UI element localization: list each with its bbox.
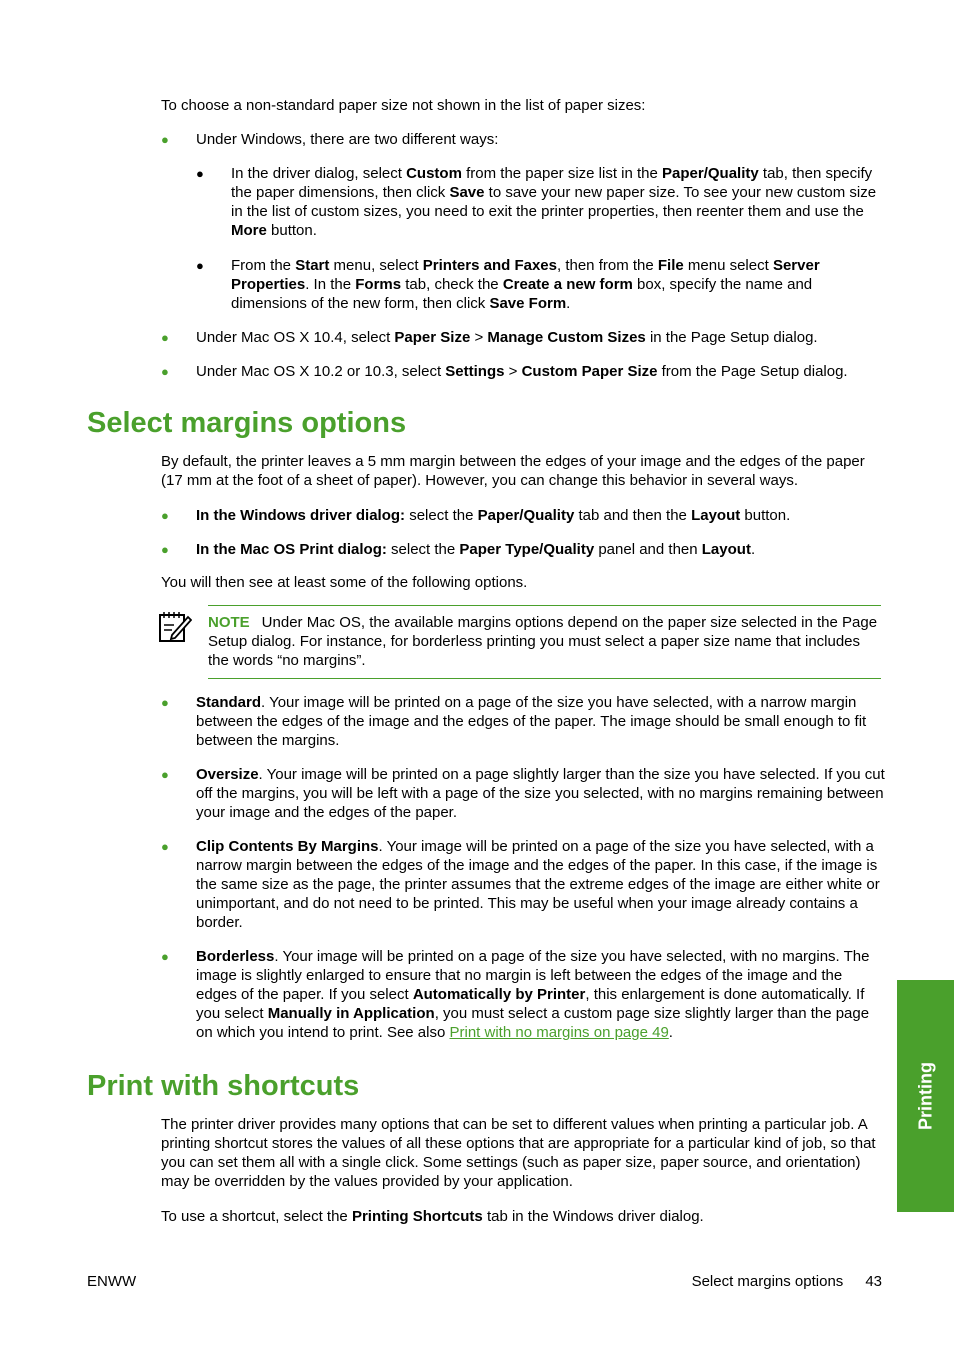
list-item-text: Borderless. Your image will be printed on a page of the size you have selected, with no margins. The image is slightly enlarged to ensure that no margin is left between the edges of the image and the edges of the paper. If you select Automatically by Printer, this enlargement is done automatically. If you select Manually in Application, you must select a custom page size slightly larger than the page on which you intend to print. See also Print with no margins on page 49. <box>196 948 870 1041</box>
footer-right <box>692 1272 882 1291</box>
list-item-windows <box>161 130 885 149</box>
list-item-text: Under Windows, there are two different ways: <box>196 131 499 148</box>
bullet: ● <box>161 949 169 964</box>
list-item-text: Clip Contents By Margins. Your image will be printed on a page of the size you have selected, with a narrow margin between the edges of the image and the edges of the paper. In this case, if the image is the same size as the page, the printer assumes that the extreme edges of the image are either white or unimportant, and do not need to be printed. This may be useful when your image already contains a border. <box>196 838 880 931</box>
link-print-with-no-margins[interactable]: Print with no margins on page 49 <box>449 1024 669 1041</box>
list-item-clip-contents <box>161 837 885 932</box>
list-item-oversize <box>161 765 885 822</box>
bullet: ● <box>161 767 169 782</box>
footer-left: ENWW <box>87 1273 137 1290</box>
bullet: ● <box>196 166 204 181</box>
bullet: ● <box>161 330 169 345</box>
list-item-text: Under Mac OS X 10.4, select Paper Size > Manage Custom Sizes in the Page Setup dialog. <box>196 329 818 346</box>
intro-paragraph: To choose a non-standard paper size not shown in the list of paper sizes: <box>161 97 646 114</box>
note-text: NOTE Under Mac OS, the available margins options depend on the paper size selected in the Page Setup dialog. For instance, for borderless printing you must select a paper size name that includes the words “no margins”. <box>208 614 878 669</box>
bullet: ● <box>196 258 204 273</box>
list-item-mac-102 <box>161 362 885 381</box>
sub-item-text: From the Start menu, select Printers and Faxes, then from the File menu select Server Properties. In the Forms tab, check the Create a new form box, specify the name and dimensions of the new form, then click Save Form. <box>231 257 820 312</box>
list-item-windows-dialog <box>161 506 885 525</box>
margins-intro-paragraph: By default, the printer leaves a 5 mm margin between the edges of your image and the edges of the paper (17 mm at the foot of a sheet of paper). However, you can change this behavior in several ways. <box>161 453 865 489</box>
list-item-text: In the Windows driver dialog: select the Paper/Quality tab and then the Layout button. <box>196 507 791 524</box>
list-item-text: Under Mac OS X 10.2 or 10.3, select Settings > Custom Paper Size from the Page Setup dialog. <box>196 363 848 380</box>
heading-print-with-shortcuts: Print with shortcuts <box>87 1070 360 1102</box>
shortcuts-usage-paragraph: To use a shortcut, select the Printing Shortcuts tab in the Windows driver dialog. <box>161 1208 704 1225</box>
list-item-standard <box>161 693 885 750</box>
bullet: ● <box>161 132 169 147</box>
page-number: 43 <box>865 1273 882 1290</box>
heading-select-margins-options: Select margins options <box>87 407 407 439</box>
list-item-text: Oversize. Your image will be printed on a page slightly larger than the size you have selected. If you cut off the margins, you will be left with a page of the size you selected, with no margins remaining between your image and the edges of the paper. <box>196 766 885 821</box>
options-intro-paragraph: You will then see at least some of the following options. <box>161 574 528 591</box>
list-item-borderless <box>161 947 885 1042</box>
bullet: ● <box>161 508 169 523</box>
bullet: ● <box>161 695 169 710</box>
list-item-mac-dialog <box>161 540 885 559</box>
list-item-mac-104 <box>161 328 885 347</box>
note-label: NOTE <box>208 614 250 631</box>
bullet: ● <box>161 542 169 557</box>
bullet: ● <box>161 839 169 854</box>
list-item-text: In the Mac OS Print dialog: select the Paper Type/Quality panel and then Layout. <box>196 541 756 558</box>
footer-section-title: Select margins options <box>691 1273 844 1290</box>
chapter-tab-printing <box>897 980 954 1212</box>
sub-item-custom <box>196 164 885 240</box>
sub-item-text: In the driver dialog, select Custom from the paper size list in the Paper/Quality tab, then specify the paper dimensions, then click Save to save your new paper size. To see your new custom size in the list of custom sizes, you need to exit the printer properties, then reenter them and use the More button. <box>231 165 877 239</box>
sub-item-server-properties <box>196 256 885 313</box>
note-pencil-icon <box>158 609 192 643</box>
list-item-text: Standard. Your image will be printed on a page of the size you have selected, with a narrow margin between the edges of the image and the edges of the paper. The image should be small enough to fit between the margins. <box>196 694 867 749</box>
chapter-tab-label: Printing <box>915 1062 935 1130</box>
bullet: ● <box>161 364 169 379</box>
shortcuts-paragraph: The printer driver provides many options that can be set to different values when printing a particular job. A printing shortcut stores the values of all these options that are appropriate for a particular kind of job, so that you can set them all with a single click. Some settings (such as paper size, paper source, and orientation) may be overridden by the values provided by your application. <box>161 1116 876 1190</box>
